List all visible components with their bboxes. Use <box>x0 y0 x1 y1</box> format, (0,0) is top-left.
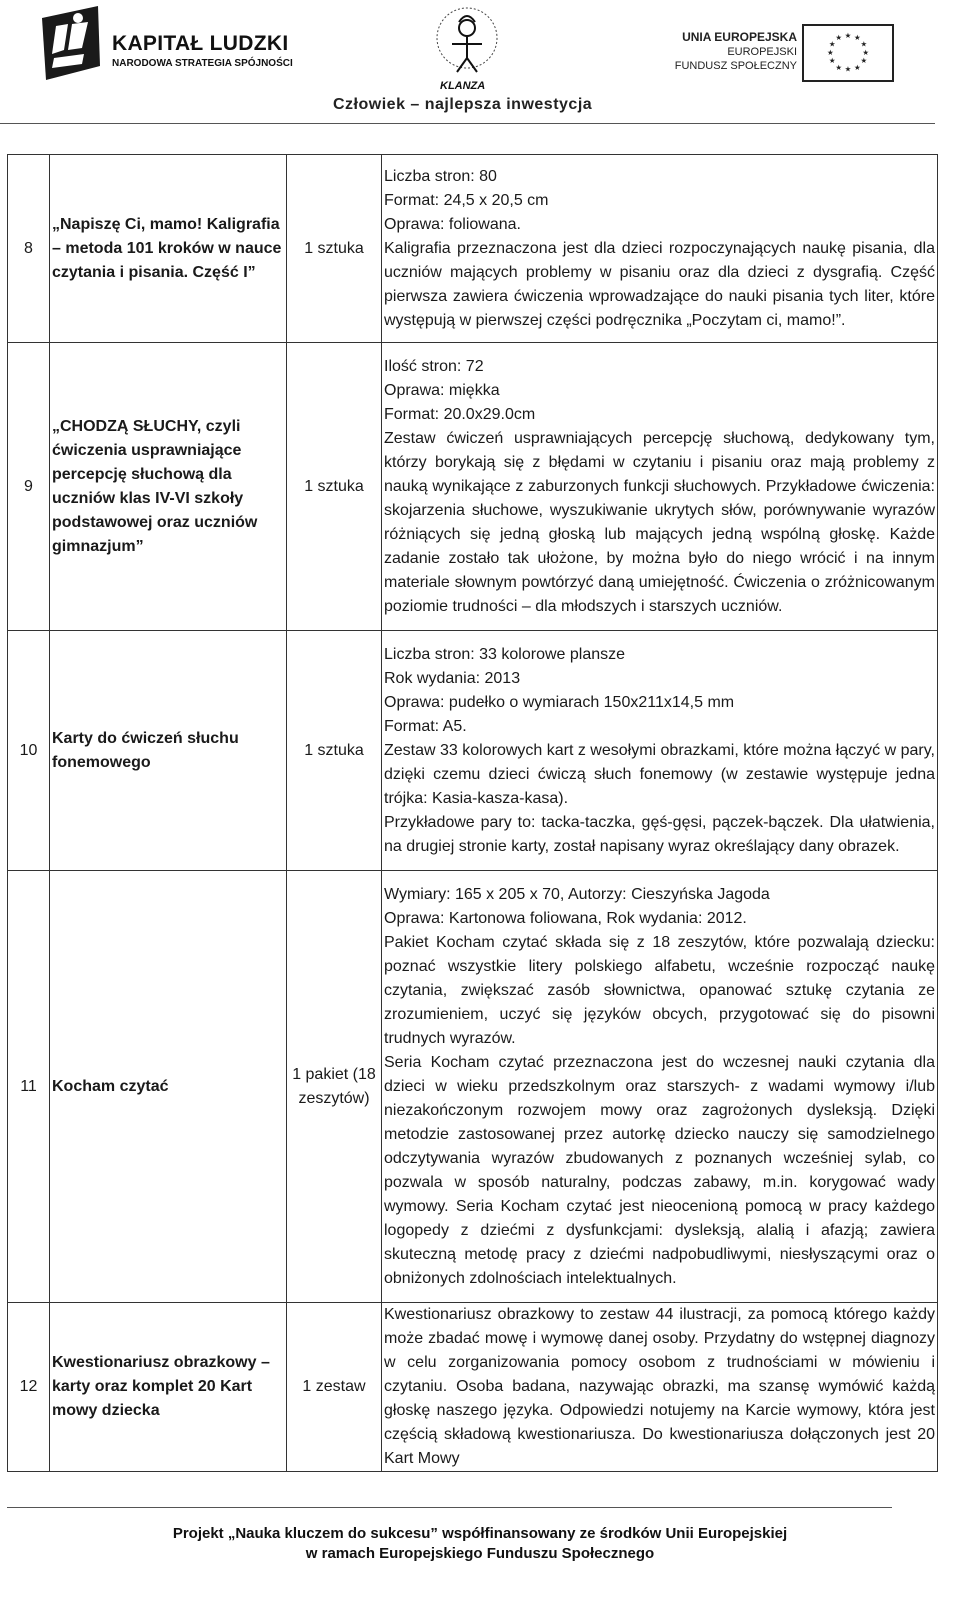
svg-text:★: ★ <box>844 64 852 74</box>
row-number: 12 <box>8 1303 50 1472</box>
footer-line1: Projekt „Nauka kluczem do sukcesu” współfinansowany ze środków Unii Europejskiej <box>172 1525 788 1542</box>
eu-logo-line2: EUROPEJSKI <box>727 46 797 58</box>
row-description <box>382 155 938 343</box>
row-title: „Napiszę Ci, mamo! Kaligrafia – metoda 101 kroków w nauce czytania i pisania. Część I” <box>50 155 287 343</box>
svg-text:★: ★ <box>828 39 836 49</box>
row-description <box>382 631 938 871</box>
row-quantity: 1 zestaw <box>287 1303 382 1472</box>
desc-line: Format: A5. <box>384 717 467 735</box>
row-quantity: 1 sztuka <box>287 631 382 871</box>
eu-flag-icon <box>802 24 894 82</box>
desc-line: Oprawa: Kartonowa foliowana, Rok wydania: 2012. <box>384 909 747 927</box>
svg-text:★: ★ <box>860 39 868 49</box>
eu-logo <box>655 24 915 84</box>
desc-line: Oprawa: miękka <box>384 381 500 399</box>
desc-line: Ilość stron: 72 <box>384 357 484 375</box>
row-number: 9 <box>8 343 50 631</box>
row-quantity: 1 pakiet (18 zeszytów) <box>287 871 382 1303</box>
kapital-ludzki-emblem-icon <box>38 4 104 86</box>
svg-text:★: ★ <box>835 32 843 42</box>
footer-divider <box>7 1507 892 1508</box>
row-quantity: 1 sztuka <box>287 155 382 343</box>
row-title: Kwestionariusz obrazkowy – karty oraz komplet 20 Kart mowy dziecka <box>50 1303 287 1472</box>
header-divider <box>0 123 935 124</box>
svg-text:★: ★ <box>828 56 836 66</box>
eu-logo-line3: FUNDUSZ SPOŁECZNY <box>674 60 797 72</box>
desc-paragraph: Kwestionariusz obrazkowy to zestaw 44 ilustracji, za pomocą którego każdy może zbadać mowę i wymowę danej osoby. Przydatny do wstępnej diagnozy w celu zorganizowania pomocy osobom z trudnościami w mówieniu i czytaniu. Osoba badana, nazywając obrazki, ma szansę wymówić każdą głoskę naszego języka. Odpowiedzi notujemy na Karcie wymowy, która jest częścią składową kwestionariusza. Do kwestionariusza dołączonych jest 20 Kart Mowy <box>384 1306 935 1467</box>
svg-text:★: ★ <box>853 62 861 72</box>
desc-paragraph: Zestaw ćwiczeń usprawniających percepcję słuchową, dedykowany tym, którzy borykają się z błędami w czytaniu i pisaniu oraz mają problemy z nauką wynikające z zaburzonych funkcji słuchowych. Przykładowe ćwiczenia: skojarzenia słuchowe, wyszukiwanie ukrytych słów, porównywanie wyrazów różniących się jedną głoską lub mających jedną wspólną głoskę. Każde zadanie zostało tak ułożone, by można było do niego wrócić i na innym materiale słownym powtórzyć daną umiejętność. Ćwiczenia o zróżnicowanym poziomie trudności – dla młodszych i starszych uczniów. <box>384 429 935 615</box>
desc-paragraph: Przykładowe pary to: tacka-taczka, gęś-gęsi, pączek-bączek. Dla ułatwienia, na drugiej stronie karty, został napisany wyraz określający dany obrazek. <box>384 813 935 855</box>
desc-line: Format: 24,5 x 20,5 cm <box>384 191 549 209</box>
slogan: Człowiek – najlepsza inwestycja <box>333 96 593 113</box>
table-row <box>8 1303 938 1472</box>
footer-line2: w ramach Europejskiego Funduszu Społecznego <box>305 1545 655 1562</box>
row-number: 8 <box>8 155 50 343</box>
logo-title: KAPITAŁ LUDZKI <box>112 32 289 55</box>
table-row <box>8 871 938 1303</box>
eu-logo-line1: UNIA EUROPEJSKA <box>682 30 797 44</box>
row-title: „CHODZĄ SŁUCHY, czyli ćwiczenia usprawniające percepcję słuchową dla uczniów klas IV-VI szkoły podstawowej oraz uczniów gimnazjum” <box>50 343 287 631</box>
desc-paragraph: Seria Kocham czytać przeznaczona jest do wczesnej nauki czytania dla dzieci w wieku przedszkolnym oraz starszych- z wadami wymowy i/lub niezakończonym rozwojem mowy oraz zagrożonych dysleksją. Dzięki metodzie zastosowanej przez autorkę dziecko nauczy się samodzielnego odczytywania wyrazów zbudowanych z poznanych wcześniej sylab, co pozwala w sposób naturalny, podczas zabawy, m.in. korygować wady wymowy. Seria Kocham czytać jest nieocenioną pomocą w pracy każdego logopedy z dziećmi z dysfunkcjami: dysleksją, alalią i afazją; zawiera skuteczną metodę pracy z dziećmi nadpobudliwymi, niesłyszącymi oraz o obniżonych zdolnościach intelektualnych. <box>384 1053 935 1287</box>
svg-text:★: ★ <box>862 47 870 57</box>
svg-text:★: ★ <box>826 47 834 57</box>
klanza-logo-text: KLANZA <box>440 80 486 92</box>
row-title: Karty do ćwiczeń słuchu fonemowego <box>50 631 287 871</box>
desc-paragraph: Kaligrafia przeznaczona jest dla dzieci rozpoczynających naukę pisania, dla uczniów mających problemy w pisaniu oraz dla dzieci z dysgrafią. Część pierwsza zawiera ćwiczenia wprowadzające do nauki pisania tych liter, które występują w pierwszej części podręcznika „Poczytam ci, mamo!”. <box>384 239 935 329</box>
desc-line: Oprawa: pudełko o wymiarach 150x211x14,5 mm <box>384 693 735 711</box>
page-header <box>0 0 960 125</box>
desc-line: Oprawa: foliowana. <box>384 215 521 233</box>
desc-line: Wymiary: 165 x 205 x 70, Autorzy: Cieszyńska Jagoda <box>384 885 770 903</box>
row-number: 11 <box>8 871 50 1303</box>
desc-paragraph: Pakiet Kocham czytać składa się z 18 zeszytów, które pozwalają dziecku: poznać wszystkie litery polskiego alfabetu, wcześnie rozpocząć naukę czytania, zwiększać zasób słownictwa, opanować sztukę czytania ze zrozumieniem, uczyć się języków obcych, przygotować się do pisowni trudnych wyrazów. <box>384 933 935 1047</box>
svg-text:★: ★ <box>844 31 852 41</box>
row-number: 10 <box>8 631 50 871</box>
svg-text:★: ★ <box>853 32 861 42</box>
row-quantity: 1 sztuka <box>287 343 382 631</box>
desc-line: Liczba stron: 33 kolorowe plansze <box>384 645 626 663</box>
desc-line: Liczba stron: 80 <box>384 167 497 185</box>
row-description <box>382 871 938 1303</box>
table-row <box>8 343 938 631</box>
desc-line: Rok wydania: 2013 <box>384 669 521 687</box>
desc-paragraph: Zestaw 33 kolorowych kart z wesołymi obrazkami, które można łączyć w pary, dzięki czemu dzieci ćwiczą słuch fonemowy (w zestawie występuje jedna trójka: Kasia-kasza-kasa). <box>384 741 935 807</box>
page-footer <box>0 1524 960 1564</box>
svg-text:★: ★ <box>835 62 843 72</box>
svg-text:★: ★ <box>860 56 868 66</box>
desc-line: Format: 20.0x29.0cm <box>384 405 536 423</box>
table-row <box>8 631 938 871</box>
row-title: Kocham czytać <box>50 871 287 1303</box>
logo-subtitle: NARODOWA STRATEGIA SPÓJNOŚCI <box>112 58 293 69</box>
row-description <box>382 1303 938 1472</box>
kapital-ludzki-logo <box>38 4 308 86</box>
row-description <box>382 343 938 631</box>
items-table <box>7 154 938 1472</box>
table-row <box>8 155 938 343</box>
